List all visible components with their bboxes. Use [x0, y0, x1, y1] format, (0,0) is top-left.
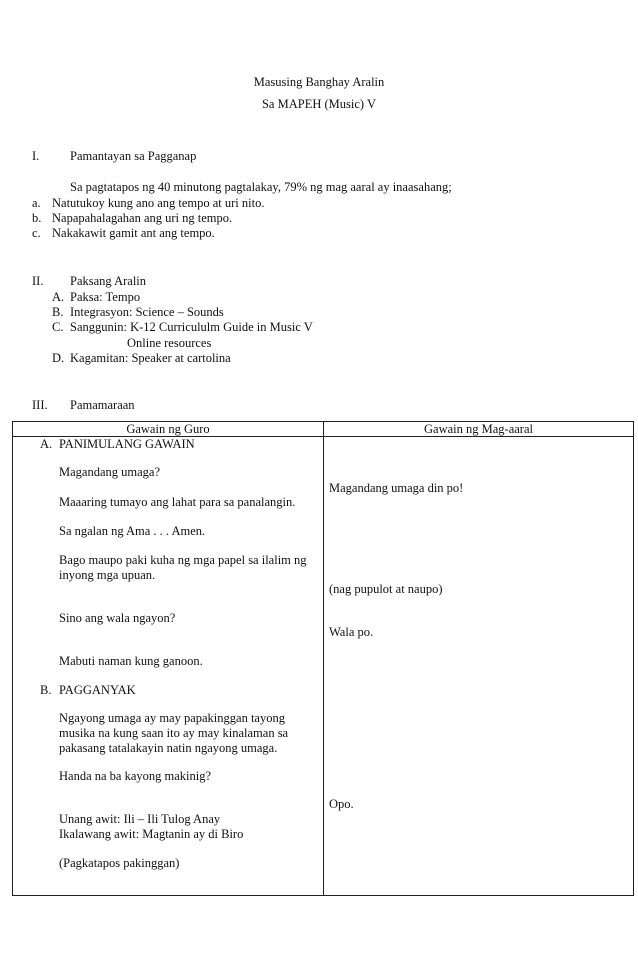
- topic-item: Sanggunin: K-12 Curricululm Guide in Music V: [70, 320, 313, 334]
- section1-intro: Sa pagtatapos ng 40 minutong pagtalakay, 79% ng mag aaral ay inaasahang;: [70, 180, 452, 194]
- section2-heading: Paksang Aralin: [70, 274, 147, 288]
- song-line: Ikalawang awit: Magtanin ay di Biro: [59, 827, 244, 841]
- student-line: (nag pupulot at naupo): [329, 582, 443, 596]
- teacher-line: Sa ngalan ng Ama . . . Amen.: [59, 524, 206, 538]
- teacher-line: pakasang tatalakayin natin ngayong umaga.: [59, 741, 278, 755]
- section3-numeral: III.: [32, 398, 48, 412]
- topic-marker: C.: [52, 320, 64, 334]
- part-a-marker: A.: [40, 437, 53, 451]
- section2-numeral: II.: [32, 274, 44, 288]
- procedure-table: [12, 421, 634, 896]
- section3-heading: Pamamaraan: [70, 398, 135, 412]
- teacher-line: Bago maupo paki kuha ng mga papel sa ilalim ng: [59, 553, 307, 567]
- objective-item: Nakakawit gamit ant ang tempo.: [52, 226, 215, 240]
- teacher-line: Ngayong umaga ay may papakinggan tayong: [59, 711, 285, 725]
- part-b-title: PAGGANYAK: [59, 683, 136, 697]
- teacher-line: Magandang umaga?: [59, 465, 161, 479]
- objective-marker: a.: [32, 196, 41, 210]
- teacher-line: Sino ang wala ngayon?: [59, 611, 176, 625]
- document-title: Masusing Banghay Aralin: [253, 75, 385, 89]
- col-header-guro: Gawain ng Guro: [126, 422, 210, 436]
- teacher-line: Maaaring tumayo ang lahat para sa panalangin.: [59, 495, 296, 509]
- topic-marker: D.: [52, 351, 65, 365]
- section1-heading: Pamantayan sa Pagganap: [70, 149, 197, 163]
- teacher-line: musika na kung saan ito ay may kinalaman sa: [59, 726, 289, 740]
- topic-marker: B.: [52, 305, 64, 319]
- topic-item-continued: Online resources: [127, 336, 212, 350]
- topic-item: Kagamitan: Speaker at cartolina: [70, 351, 231, 365]
- teacher-line: Handa na ba kayong makinig?: [59, 769, 212, 783]
- part-a-title: PANIMULANG GAWAIN: [59, 437, 195, 451]
- teacher-line: inyong mga upuan.: [59, 568, 156, 582]
- teacher-line: (Pagkatapos pakinggan): [59, 856, 180, 870]
- student-line: Magandang umaga din po!: [329, 481, 464, 495]
- document-subtitle: Sa MAPEH (Music) V: [261, 97, 376, 111]
- objective-marker: b.: [32, 211, 42, 225]
- song-line: Unang awit: Ili – Ili Tulog Anay: [59, 812, 221, 826]
- objective-item: Natutukoy kung ano ang tempo at uri nito.: [52, 196, 265, 210]
- teacher-line: Mabuti naman kung ganoon.: [59, 654, 203, 668]
- objective-item: Napapahalagahan ang uri ng tempo.: [52, 211, 233, 225]
- student-line: Opo.: [329, 797, 354, 811]
- objective-marker: c.: [32, 226, 41, 240]
- student-line: Wala po.: [329, 625, 374, 639]
- section1-numeral: I.: [32, 149, 40, 163]
- column-divider: [323, 422, 324, 895]
- col-header-magaaral: Gawain ng Mag-aaral: [424, 422, 533, 436]
- part-b-marker: B.: [40, 683, 52, 697]
- topic-item: Integrasyon: Science – Sounds: [70, 305, 224, 319]
- topic-item: Paksa: Tempo: [70, 290, 141, 304]
- topic-marker: A.: [52, 290, 65, 304]
